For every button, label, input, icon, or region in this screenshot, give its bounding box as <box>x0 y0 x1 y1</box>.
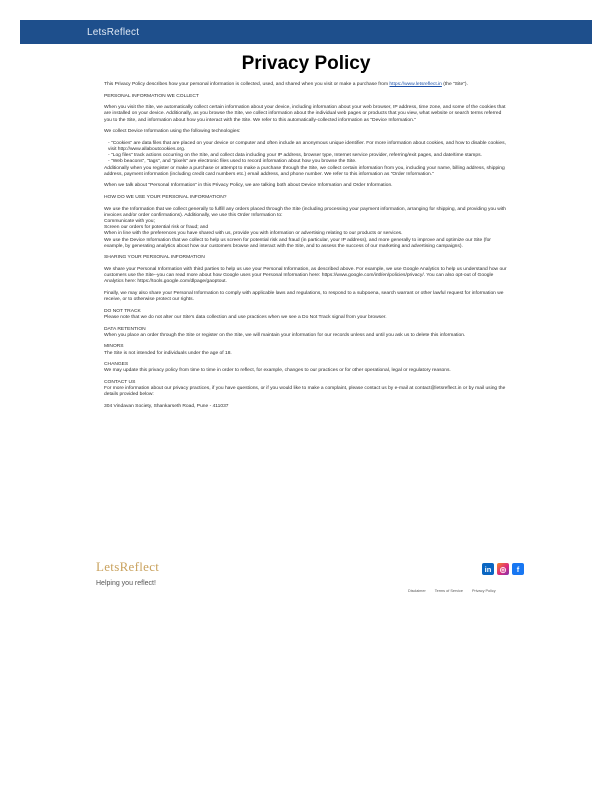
footer-links <box>408 589 496 593</box>
list-item-web-beacons: - "Web beacons", "tags", and "pixels" are electronic files used to record information about how you browse the Site. <box>108 159 357 165</box>
paragraph-use-2: Communicate with you; <box>104 218 155 224</box>
social-links <box>482 563 524 575</box>
footer-brand-logo[interactable]: LetsReflect <box>96 559 160 574</box>
paragraph-use-1: We use the Information that we collect generally to fulfill any orders placed through the Site (including processing your payment information, arranging for shipping, and providing you with invoices and/or order confirmations). Additionally, we use this Order Information to: <box>104 206 506 218</box>
paragraph-finally: Finally, we may also share your Personal Information to comply with applicable laws and regulations, to respond to a subpoena, search warrant or other lawful request for information we receive, or to otherwise protect our rights. <box>104 290 504 303</box>
footer-link-disclaimer[interactable]: Disclaimer <box>408 589 426 593</box>
footer-link-terms[interactable]: Terms of Service <box>434 589 464 593</box>
section-heading-sharing: SHARING YOUR PERSONAL INFORMATION <box>104 255 205 261</box>
list-item-cookies: - "Cookies" are data files that are placed on your device or computer and often include an anonymous unique identifier. For more information about cookies, and how to disable cookies, visit http://www.allaboutcookies.org. <box>108 140 506 152</box>
page-title: Privacy Policy <box>241 53 371 74</box>
paragraph-use-3: Screen our orders for potential risk or fraud; and <box>104 225 209 231</box>
paragraph-changes: We may update this privacy policy from time to time in order to reflect, for example, changes to our practices or for other operational, legal or regulatory reasons. <box>104 368 451 374</box>
paragraph-technologies-intro: We collect Device Information using the following technologies: <box>104 129 241 135</box>
paragraph-contact: For more information about our privacy practices, if you have questions, or if you would like to make a complaint, please contact us by e-mail at contact@letsreflect.in or by mail using the details provided below: <box>104 386 506 398</box>
section-heading-dnt: DO NOT TRACK <box>104 308 141 314</box>
paragraph-use-5: We use the Device Information that we collect to help us screen for potential risk and fraud (in particular, your IP address), and more generally to improve and optimize our Site (for example, by generating analytics about how our customers browse and interact with the Site, and to assess the success of our marketing and advertising campaigns). <box>104 237 491 249</box>
section-heading-changes: CHANGES <box>104 362 129 368</box>
intro-paragraph: This Privacy Policy describes how your personal information is collected, used, and shared when you visit or make a purchase from https://www.letsreflect.in (the "Site"). <box>104 82 468 87</box>
paragraph-minors: The Site is not intended for individuals under the age of 18. <box>104 350 232 356</box>
facebook-icon[interactable]: f <box>512 563 524 575</box>
footer-tagline: Helping you reflect! <box>96 580 156 587</box>
paragraph-use-4: When in line with the preferences you have shared with us, provide you with information or advertising relating to our products or services. <box>104 231 403 237</box>
section-heading-contact: CONTACT US <box>104 379 136 385</box>
section-heading-retention: DATA RETENTION <box>104 326 146 332</box>
top-header-bar <box>20 20 592 44</box>
paragraph-address: 304 Vindavan Society, Shankarseth Road, Pune - 411037 <box>104 403 229 409</box>
list-item-log-files: - "Log files" track actions occurring on the Site, and collect data including your IP address, browser type, Internet service provider, referring/exit pages, and date/time stamps. <box>108 153 482 159</box>
policy-content <box>104 82 509 410</box>
paragraph-personal-info-def: When we talk about "Personal Information" in this Privacy Policy, we are talking both about Device Information and Order Information. <box>104 183 393 189</box>
linkedin-icon[interactable]: in <box>482 563 494 575</box>
section-heading-use: HOW DO WE USE YOUR PERSONAL INFORMATION? <box>104 194 227 200</box>
site-link[interactable]: https://www.letsreflect.in <box>389 82 442 87</box>
instagram-icon[interactable]: ◎ <box>497 563 509 575</box>
header-brand-logo[interactable]: LetsReflect <box>87 26 140 38</box>
section-heading-minors: MINORS <box>104 344 124 350</box>
section-heading-personal-info: PERSONAL INFORMATION WE COLLECT <box>104 93 199 99</box>
footer-link-privacy[interactable]: Privacy Policy <box>472 589 496 593</box>
paragraph-dnt: Please note that we do not alter our Site's data collection and use practices when we see a Do Not Track signal from your browser. <box>104 314 387 320</box>
paragraph-device-info: When you visit the Site, we automatically collect certain information about your device, including information about your web browser, IP address, time zone, and some of the cookies that are installed on your device. Additionally, as you browse the Site, we collect information about the individual web pages or products that you view, what website or search terms referred you to the Site, and information about how you interact with the Site. We refer to this automatically-collected information as "Device Information." <box>104 105 506 123</box>
paragraph-order-info: Additionally when you register or make a purchase or attempt to make a purchase through the Site, we collect certain information from you, including your name, billing address, shipping address, payment information (including credit card numbers etc.) email address, and phone number. We refer to this information as "Order Information." <box>104 165 505 177</box>
paragraph-retention: When you place an order through the Site or register on the Site, we will maintain your information for our records unless and until you ask us to delete this information. <box>104 332 466 338</box>
paragraph-sharing: We share your Personal Information with third parties to help us use your Personal Information, as described above. For example, we use Google Analytics to help us understand how our customers use the Site--you can read more about how Google uses your Personal Information here: https://www.google.com/intl/en/policies/privacy/. You can also opt-out of Google Analytics here: https://tools.google.com/dlpage/gaoptout. <box>104 266 507 285</box>
